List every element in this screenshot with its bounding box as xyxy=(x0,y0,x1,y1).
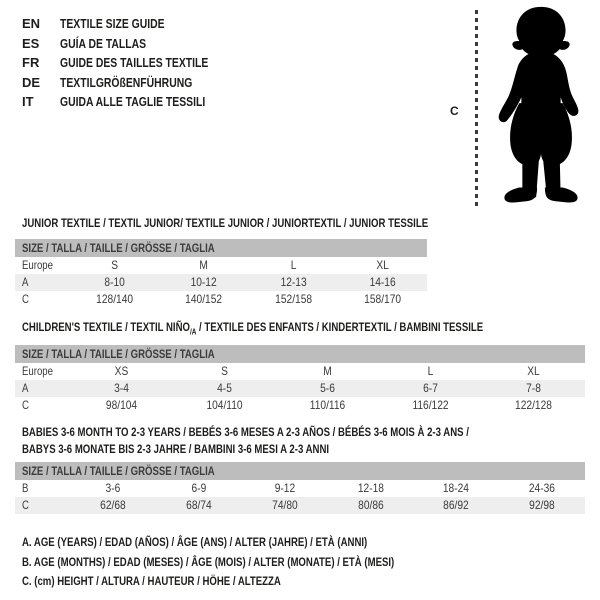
cell-value: 12-13 xyxy=(280,275,307,289)
children-section-title-text: CHILDREN'S TEXTILE / TEXTIL $NIÑO_{/A}$ / TEXTILE DES ENFANTS / KINDERTEXTIL / BAMBINI TESSILE xyxy=(22,320,484,337)
cell-value: 24-36 xyxy=(529,481,556,495)
cell-value: 5-6 xyxy=(320,381,335,395)
row-label: A xyxy=(22,381,29,395)
cell-value: M xyxy=(199,258,209,272)
cell-value: 8-10 xyxy=(104,275,125,289)
cell-value: S xyxy=(111,258,119,272)
row-label: A xyxy=(22,275,29,289)
babies-section-title xyxy=(22,424,581,458)
table-row xyxy=(15,380,585,397)
cell-value: 18-24 xyxy=(443,481,470,495)
height-measure-label: C xyxy=(450,104,459,118)
cell-value: 116/122 xyxy=(412,398,449,412)
language-code: ES xyxy=(22,35,40,51)
cell-value: XS xyxy=(114,364,129,378)
cell-value: 14-16 xyxy=(369,275,396,289)
language-label: GUIDA ALLE TAGLIE TESSILI xyxy=(60,94,206,109)
baby-silhouette-icon xyxy=(487,4,595,212)
footnote-c: C. (cm) HEIGHT / ALTURA / HAUTEUR / HÖHE / ALTEZZA xyxy=(22,574,281,588)
footnote-a: A. AGE (YEARS) / EDAD (AÑOS) / ÂGE (ANS) / ALTER (JAHRE) / ETÀ (ANNI) xyxy=(22,535,368,549)
cell-value: 80/86 xyxy=(357,498,384,512)
cell-value: 98/104 xyxy=(105,398,138,412)
cell-value: 92/98 xyxy=(529,498,555,512)
babies-title-line1: BABIES 3-6 MONTH TO 2-3 YEARS / BEBÉS 3-6 MESES A 2-3 AÑOS / BÉBÉS 3-6 MOIS À 2-3 ANS / xyxy=(22,425,469,439)
table-row xyxy=(15,274,427,291)
row-label: C xyxy=(22,498,29,512)
cell-value: 152/158 xyxy=(274,292,312,306)
table-row xyxy=(15,291,427,308)
language-label: GUÍA DE TALLAS xyxy=(60,35,147,51)
cell-value: L xyxy=(427,364,434,378)
cell-value: 62/68 xyxy=(100,498,126,512)
cell-value: 9-12 xyxy=(274,481,295,495)
cell-value: 3-6 xyxy=(105,481,121,495)
table-row xyxy=(15,480,585,497)
cell-value: 140/152 xyxy=(185,292,223,306)
row-label: C xyxy=(22,292,29,306)
junior-size-table xyxy=(15,239,427,308)
footnote-b: B. AGE (MONTHS) / EDAD (MESES) / ÂGE (MOIS) / ALTER (MONATE) / ETÀ (MESI) xyxy=(22,554,395,569)
babies-title-line2: BABYS 3-6 MONATE BIS 2-3 JAHRE / BAMBINI 3-6 MESI A 2-3 ANNI xyxy=(22,442,330,456)
cell-value: S xyxy=(221,364,228,378)
cell-value: 128/140 xyxy=(96,292,134,306)
cell-value: 3-4 xyxy=(114,381,129,395)
language-row-en xyxy=(22,14,245,34)
height-measure-line xyxy=(475,10,478,206)
children-section-title xyxy=(22,320,598,336)
table-row xyxy=(15,397,585,414)
cell-value: 68/74 xyxy=(185,498,212,512)
language-label: TEXTILGRÖßENFÜHRUNG xyxy=(60,74,193,90)
cell-value: 6-7 xyxy=(423,381,438,395)
cell-value: 104/110 xyxy=(206,398,243,412)
cell-value: 110/116 xyxy=(309,398,346,412)
cell-value: 86/92 xyxy=(443,498,469,512)
table-row xyxy=(15,497,585,514)
language-code: FR xyxy=(22,55,40,70)
cell-value: 122/128 xyxy=(515,398,552,412)
row-label: C xyxy=(22,398,29,412)
cell-value: XL xyxy=(376,258,389,272)
cell-value: 158/170 xyxy=(363,292,401,306)
babies-size-table xyxy=(15,462,585,514)
row-label: B xyxy=(22,481,29,495)
cell-value: L xyxy=(290,258,296,272)
language-row-es xyxy=(22,34,245,54)
table-row xyxy=(15,363,585,380)
babies-table-size-header xyxy=(15,462,585,480)
junior-section-title xyxy=(22,216,530,230)
footnotes xyxy=(22,533,487,592)
cell-value: 74/80 xyxy=(271,498,298,512)
junior-table-size-header xyxy=(15,239,427,257)
title-subscript: /A xyxy=(189,327,197,337)
cell-value: M xyxy=(323,364,332,378)
cell-value: 6-9 xyxy=(191,481,207,495)
children-table-size-header xyxy=(15,345,585,363)
cell-value: 4-5 xyxy=(217,381,232,395)
size-header-text: SIZE / TALLA / TAILLE / GRÖSSE / TAGLIA xyxy=(22,241,215,255)
row-label: Europe xyxy=(22,364,53,378)
language-label: GUIDE DES TAILLES TEXTILE xyxy=(60,55,209,70)
junior-section-title-text: JUNIOR TEXTILE / TEXTIL JUNIOR/ TEXTILE JUNIOR / JUNIORTEXTIL / JUNIOR TESSILE xyxy=(22,216,429,230)
cell-value: 7-8 xyxy=(526,381,541,395)
table-row xyxy=(15,257,427,274)
size-header-text: SIZE / TALLA / TAILLE / GRÖSSE / TAGLIA xyxy=(22,464,215,478)
language-row-it xyxy=(22,92,245,112)
size-header-text: SIZE / TALLA / TAILLE / GRÖSSE / TAGLIA xyxy=(22,347,215,361)
language-code: EN xyxy=(22,16,41,31)
language-label: TEXTILE SIZE GUIDE xyxy=(60,16,165,31)
cell-value: 10-12 xyxy=(190,275,217,289)
cell-value: XL xyxy=(527,364,540,378)
row-label: Europe xyxy=(22,258,53,272)
cell-value: 12-18 xyxy=(357,481,384,495)
children-size-table xyxy=(15,345,585,414)
language-code: IT xyxy=(22,94,34,109)
language-code: DE xyxy=(22,74,41,90)
language-row-de xyxy=(22,73,245,93)
language-row-fr xyxy=(22,53,245,73)
language-list xyxy=(22,14,245,112)
